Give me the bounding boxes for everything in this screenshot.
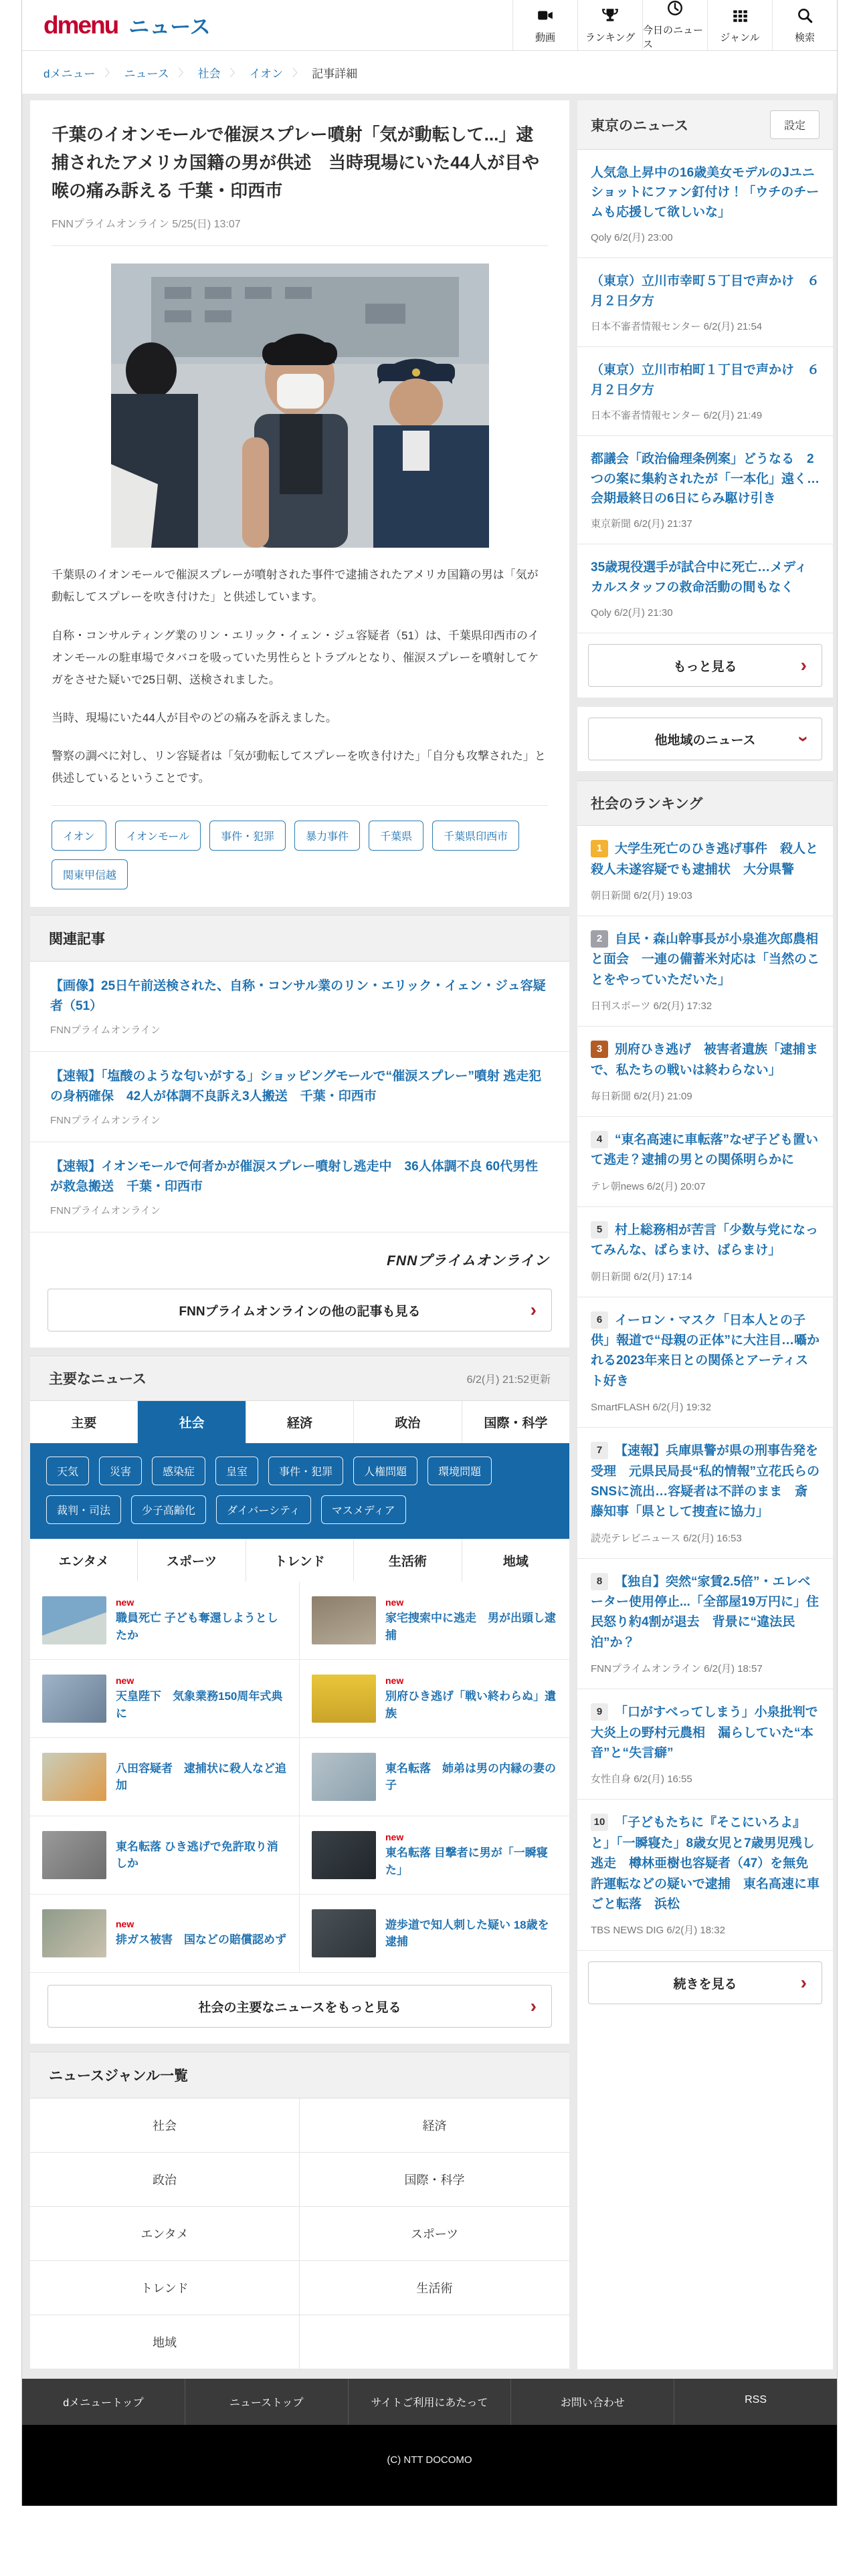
news-item[interactable] xyxy=(30,1816,300,1895)
header-nav xyxy=(512,0,837,50)
article-paragraph: 警察の調べに対し、リン容疑者は「気が動転してスプレーを吹き付けた」「自分も攻撃された」と供述しているということです。 xyxy=(52,750,546,785)
top-news-heading: 主要なニュース xyxy=(49,1372,147,1388)
genre-politics[interactable]: 政治 xyxy=(30,2153,300,2207)
ranking-title[interactable]: 村上総務相が苦言「少数与党になってみんな、ばらまけ、ばらまけ」 xyxy=(591,1222,819,1258)
nav-ranking[interactable] xyxy=(577,0,642,50)
nav-video[interactable] xyxy=(512,0,577,50)
chip-aging[interactable]: 少子高齢化 xyxy=(131,1495,206,1524)
genre-lifestyle[interactable]: 生活術 xyxy=(300,2261,569,2315)
genre-society[interactable]: 社会 xyxy=(30,2099,300,2153)
chip-human-rights[interactable]: 人権問題 xyxy=(353,1457,417,1485)
chip-weather[interactable]: 天気 xyxy=(46,1457,89,1485)
ranking-more-row xyxy=(577,1951,833,2015)
new-badge: new xyxy=(385,1675,404,1687)
news-title[interactable]: 天皇陛下 気象業務150周年式典に xyxy=(116,1690,283,1720)
ranking-title[interactable]: 自民・森山幹事長が小泉進次郎農相と面会 一連の備蓄米対応は「当然のことをやっていただいた」 xyxy=(591,932,820,987)
sidebar-news-source: Qoly xyxy=(591,607,611,619)
news-item[interactable] xyxy=(300,1660,569,1738)
chip-infection[interactable]: 感染症 xyxy=(152,1457,205,1485)
genre-international[interactable]: 国際・科学 xyxy=(300,2153,569,2207)
article-byline xyxy=(52,215,548,231)
ranking-more-button[interactable] xyxy=(588,1961,822,2004)
sidebar-news-title[interactable]: （東京）立川市幸町５丁目で声かけ ６月２日夕方 xyxy=(591,274,820,308)
sidebar-filler xyxy=(577,2015,833,2369)
tab-international[interactable]: 国際・科学 xyxy=(462,1401,569,1443)
ranking-item[interactable] xyxy=(577,1207,833,1297)
main-column xyxy=(30,100,569,2369)
sidebar-news-item[interactable] xyxy=(577,544,833,633)
nav-genre[interactable] xyxy=(707,0,772,50)
sidebar-news-title[interactable]: 人気急上昇中の16歳美女モデルのJユニショットにファン釘付け！「ウチのチームも応援して欲しいな」 xyxy=(591,166,820,219)
news-grid xyxy=(30,1582,569,1973)
tab-economy[interactable]: 経済 xyxy=(246,1401,354,1443)
article-paragraph: 自称・コンサルティング業のリン・エリック・イェン・ジュ容疑者（51）は、千葉県印西市のイオンモールの駐車場でタバコを吸っていた男性らとトラブルとなり、催涙スプレーを噴射してケガをさせた疑いで25日朝、送検されました。 xyxy=(52,629,539,686)
news-item[interactable] xyxy=(30,1582,300,1660)
page-container xyxy=(21,0,838,2506)
dmenu-logo[interactable]: dmenu xyxy=(43,11,118,39)
ranking-title[interactable]: イーロン・マスク「日本人との子供」報道で“母親の正体”に大注目…囁かれる2023年来日との関係とアーティスト好き xyxy=(591,1313,820,1388)
tab-politics[interactable]: 政治 xyxy=(354,1401,462,1443)
breadcrumb-separator: 〉 xyxy=(292,67,303,79)
nav-video-label: 動画 xyxy=(535,31,555,43)
fnn-logo: FNNプライムオンライン xyxy=(387,1253,549,1269)
footer-terms[interactable]: サイトご利用にあたって xyxy=(349,2379,512,2425)
breadcrumb-separator: 〉 xyxy=(104,67,115,79)
chevron-down-icon: › xyxy=(793,736,815,742)
tokyo-more-row xyxy=(577,633,833,697)
news-item[interactable] xyxy=(30,1660,300,1738)
ranking-source: 毎日新聞 xyxy=(591,1090,632,1102)
genre-empty-cell xyxy=(300,2315,569,2369)
chip-disaster[interactable]: 災害 xyxy=(99,1457,142,1485)
ranking-source: 読売テレビニュース xyxy=(591,1532,680,1544)
article-source: FNNプライムオンライン xyxy=(52,219,169,231)
news-thumbnail xyxy=(42,1675,106,1723)
sidebar-news-item[interactable] xyxy=(577,436,833,544)
ranking-source: FNNプライムオンライン xyxy=(591,1663,701,1675)
tokyo-more-button[interactable] xyxy=(588,644,822,687)
sidebar-news-title[interactable]: （東京）立川市柏町１丁目で声かけ ６月２日夕方 xyxy=(591,363,820,397)
ranking-time: 6/2(月) 19:32 xyxy=(652,1402,712,1414)
ranking-time: 6/2(月) 16:53 xyxy=(683,1532,742,1544)
top-news-tabs-2 xyxy=(30,1539,569,1582)
ranking-heading: 社会のランキング xyxy=(577,780,833,826)
sidebar-news-source: 日本不審者情報センター xyxy=(591,321,701,333)
genre-entertainment[interactable]: エンタメ xyxy=(30,2207,300,2261)
rank-badge: 10 xyxy=(591,1814,608,1831)
related-source: FNNプライムオンライン xyxy=(50,1205,161,1217)
ranking-source: 朝日新聞 xyxy=(591,890,632,902)
related-source: FNNプライムオンライン xyxy=(50,1025,161,1037)
ranking-card xyxy=(577,780,833,2015)
other-regions-label: 他地域のニュース xyxy=(654,733,756,748)
nav-ranking-label: ランキング xyxy=(585,31,636,43)
related-title[interactable]: 【速報】「塩酸のような匂いがする」ショッピングモールで“催涙スプレー”噴射 逃走犯の身柄確保 42人が体調不良訴え3人搬送 千葉・印西市 xyxy=(50,1069,542,1103)
related-title[interactable]: 【速報】イオンモールで何者かが催涙スプレー噴射し逃走中 36人体調不良 60代男性が救急搬送 千葉・印西市 xyxy=(50,1160,539,1194)
related-item[interactable] xyxy=(30,1052,569,1142)
tab-society[interactable]: 社会 xyxy=(138,1401,246,1443)
tag-aeon[interactable]: イオン xyxy=(52,821,106,851)
news-title[interactable]: 別府ひき逃げ「戦い終わらぬ」遺族 xyxy=(385,1690,556,1720)
rank-badge: 8 xyxy=(591,1573,608,1590)
breadcrumb-aeon[interactable]: イオン xyxy=(249,67,284,80)
tab-main[interactable]: 主要 xyxy=(30,1401,138,1443)
ranking-title[interactable]: 別府ひき逃げ 被害者遺族「逮捕まで、私たちの戦いは終わらない」 xyxy=(591,1043,819,1077)
trophy-icon xyxy=(601,7,619,27)
chip-justice[interactable]: 裁判・司法 xyxy=(46,1495,121,1524)
tag-kanto[interactable]: 関東甲信越 xyxy=(52,859,128,889)
sidebar-news-item[interactable] xyxy=(577,150,833,258)
article-body xyxy=(52,564,548,789)
tokyo-news-card xyxy=(577,100,833,697)
footer xyxy=(22,2379,837,2506)
rank-badge: 5 xyxy=(591,1221,608,1239)
sidebar-news-time: 6/2(月) 21:54 xyxy=(703,321,763,333)
related-item[interactable] xyxy=(30,962,569,1052)
news-title[interactable]: 東名転落 ひき逃げで免許取り消しか xyxy=(116,1840,278,1870)
ranking-title[interactable]: 「子どもたちに『そこにいろよ』と」「一瞬寝た」8歳女児と7歳男児残し逃走 樽林亜樹也容疑者（47）を無免許運転などの疑いで逮捕 東名高速に車ごと転落 浜松 xyxy=(591,1816,820,1911)
news-thumbnail xyxy=(312,1675,376,1723)
search-icon xyxy=(796,7,814,27)
new-badge: new xyxy=(116,1597,134,1608)
ranking-item[interactable] xyxy=(577,1559,833,1690)
rank-badge: 4 xyxy=(591,1131,608,1148)
news-thumbnail xyxy=(42,1909,106,1957)
ranking-time: 6/2(月) 18:32 xyxy=(666,1925,725,1937)
tokyo-news-head xyxy=(577,100,833,150)
genre-region[interactable]: 地域 xyxy=(30,2315,300,2369)
genre-heading: ニュースジャンル一覧 xyxy=(30,2052,569,2099)
ranking-time: 6/2(月) 18:57 xyxy=(704,1663,763,1675)
breadcrumb-news[interactable]: ニュース xyxy=(124,67,169,80)
related-more-label: FNNプライムオンラインの他の記事も見る xyxy=(179,1304,421,1319)
related-more-row xyxy=(30,1277,569,1348)
footer-contact[interactable]: お問い合わせ xyxy=(511,2379,674,2425)
news-thumbnail xyxy=(312,1831,376,1879)
new-badge: new xyxy=(385,1597,404,1608)
genre-grid xyxy=(30,2099,569,2369)
breadcrumb-current: 記事詳細 xyxy=(312,67,358,80)
related-more-button[interactable] xyxy=(47,1289,552,1331)
news-item[interactable] xyxy=(300,1738,569,1816)
tab-lifestyle[interactable]: 生活術 xyxy=(354,1539,462,1582)
copyright: (C) NTT DOCOMO xyxy=(22,2425,837,2506)
genre-trend[interactable]: トレンド xyxy=(30,2261,300,2315)
breadcrumb-separator: 〉 xyxy=(229,67,240,79)
top-news-head xyxy=(30,1356,569,1401)
chevron-right-icon: › xyxy=(800,655,807,676)
related-heading: 関連記事 xyxy=(30,915,569,962)
ranking-time: 6/2(月) 17:14 xyxy=(634,1271,692,1283)
site-header xyxy=(22,0,837,51)
tag-aeon-mall[interactable]: イオンモール xyxy=(115,821,201,851)
chip-media[interactable]: マスメディア xyxy=(321,1495,406,1524)
new-badge: new xyxy=(385,1832,404,1843)
clock-icon xyxy=(666,0,684,19)
news-title[interactable]: 遊歩道で知人刺した疑い 18歳を逮捕 xyxy=(385,1918,549,1949)
footer-links xyxy=(22,2379,837,2425)
article-photo xyxy=(111,263,489,548)
news-logo[interactable]: ニュース xyxy=(128,15,211,39)
ranking-source: TBS NEWS DIG xyxy=(591,1925,664,1937)
top-news-section xyxy=(30,1356,569,2044)
ranking-title[interactable]: 【速報】兵庫県警が県の刑事告発を受理 元県民局長“私的情報”立花氏らのSNSに流出…容疑者は不詳のまま 斎藤知事「県として捜査に協力」 xyxy=(591,1444,820,1519)
sidebar xyxy=(577,100,833,2369)
other-regions-button[interactable] xyxy=(588,718,822,760)
ranking-item[interactable] xyxy=(577,1428,833,1559)
ranking-item[interactable] xyxy=(577,1027,833,1117)
sidebar-news-time: 6/2(月) 21:49 xyxy=(703,410,763,422)
ranking-item[interactable] xyxy=(577,916,833,1027)
other-regions-row xyxy=(577,707,833,771)
news-thumbnail xyxy=(42,1753,106,1801)
chip-diversity[interactable]: ダイバーシティ xyxy=(216,1495,311,1524)
top-news-more-button[interactable] xyxy=(47,1985,552,2028)
article xyxy=(30,100,569,907)
settings-button[interactable]: 設定 xyxy=(770,110,820,139)
sidebar-news-source: Qoly xyxy=(591,232,611,244)
sidebar-news-source: 東京新聞 xyxy=(591,518,632,530)
sidebar-news-item[interactable] xyxy=(577,258,833,347)
video-icon xyxy=(537,7,554,27)
related-source: FNNプライムオンライン xyxy=(50,1115,161,1127)
rank-badge: 9 xyxy=(591,1703,608,1721)
news-title[interactable]: 八田容疑者 逮捕状に殺人など追加 xyxy=(116,1761,286,1792)
news-thumbnail xyxy=(312,1909,376,1957)
nav-today[interactable] xyxy=(642,0,707,50)
news-title[interactable]: 東名転落 目撃者に男が「一瞬寝た」 xyxy=(385,1846,548,1876)
sidebar-news-time: 6/2(月) 21:37 xyxy=(634,518,692,530)
ranking-source: テレ朝news xyxy=(591,1180,644,1192)
ranking-item[interactable] xyxy=(577,1689,833,1800)
breadcrumb-dmenu[interactable]: dメニュー xyxy=(43,67,96,80)
news-thumbnail xyxy=(42,1596,106,1644)
top-news-tabs xyxy=(30,1401,569,1443)
chevron-right-icon: › xyxy=(530,1299,537,1321)
provider-row xyxy=(30,1232,569,1277)
sidebar-news-time: 6/2(月) 23:00 xyxy=(614,232,673,244)
article-paragraph: 千葉県のイオンモールで催涙スプレーが噴射された事件で逮捕されたアメリカ国籍の男は「気が動転してスプレーを吹き付けた」と供述しています。 xyxy=(52,568,539,604)
nav-today-label: 今日のニュース xyxy=(643,25,704,50)
rank-badge: 2 xyxy=(591,930,608,948)
chip-crime[interactable]: 事件・犯罪 xyxy=(268,1457,343,1485)
article-date: 5/25(日) 13:07 xyxy=(172,219,241,231)
breadcrumb xyxy=(22,51,837,94)
ranking-source: 朝日新聞 xyxy=(591,1271,632,1283)
news-title[interactable]: 排ガス被害 国などの賠償認めず xyxy=(116,1933,286,1946)
top-news-more-label: 社会の主要なニュースをもっと見る xyxy=(198,2000,401,2015)
ranking-time: 6/2(月) 21:09 xyxy=(634,1090,692,1102)
news-item[interactable] xyxy=(300,1582,569,1660)
genre-section xyxy=(30,2052,569,2369)
related-section xyxy=(30,915,569,1348)
nav-search-label: 検索 xyxy=(794,31,815,43)
tokyo-news-heading: 東京のニュース xyxy=(591,118,688,134)
footer-dmenu-top[interactable]: dメニュートップ xyxy=(22,2379,185,2425)
ranking-item[interactable] xyxy=(577,826,833,916)
ranking-time: 6/2(月) 17:32 xyxy=(653,1000,712,1012)
breadcrumb-society[interactable]: 社会 xyxy=(197,67,221,80)
news-thumbnail xyxy=(312,1753,376,1801)
site-logo[interactable] xyxy=(22,0,211,50)
genre-sports[interactable]: スポーツ xyxy=(300,2207,569,2261)
ranking-title[interactable]: 大学生死亡のひき逃げ事件 殺人と殺人未遂容疑でも逮捕状 大分県警 xyxy=(591,842,819,877)
sidebar-news-source: 日本不審者情報センター xyxy=(591,410,701,422)
chevron-right-icon: › xyxy=(530,1996,537,2017)
new-badge: new xyxy=(116,1918,134,1929)
ranking-title[interactable]: “東名高速に車転落”なぜ子ども置いて逃走？逮捕の男との関係明らかに xyxy=(591,1132,819,1168)
top-news-updated: 6/2(月) 21:52更新 xyxy=(466,1374,551,1386)
tag-inzai[interactable]: 千葉県印西市 xyxy=(432,821,519,851)
genre-economy[interactable]: 経済 xyxy=(300,2099,569,2153)
ranking-time: 6/2(月) 16:55 xyxy=(634,1774,692,1786)
sidebar-news-title[interactable]: 35歳現役選手が試合中に死亡…メディカルスタッフの救命活動の間もなく xyxy=(591,560,807,595)
sidebar-news-title[interactable]: 都議会「政治倫理条例案」どうなる 2つの案に集約されたが「一本化」遠く…会期最終日の6日にらみ駆け引き xyxy=(591,452,820,506)
ranking-item[interactable] xyxy=(577,1297,833,1428)
ranking-more-label: 続きを見る xyxy=(673,1977,737,1992)
ranking-source: 女性自身 xyxy=(591,1774,632,1786)
tab-trend[interactable]: トレンド xyxy=(246,1539,354,1582)
ranking-item[interactable] xyxy=(577,1117,833,1207)
tab-region[interactable]: 地域 xyxy=(462,1539,569,1582)
related-item[interactable] xyxy=(30,1142,569,1232)
society-subtopics xyxy=(30,1443,569,1539)
breadcrumb-separator: 〉 xyxy=(178,67,189,79)
tag-crime[interactable]: 事件・犯罪 xyxy=(209,821,286,851)
rank-badge: 7 xyxy=(591,1442,608,1459)
new-badge: new xyxy=(116,1675,134,1687)
top-news-more-row xyxy=(30,1973,569,2044)
ranking-title[interactable]: 【独自】突然“家賃2.5倍”・エレベーター使用停止...「全部屋19万円に」住民怒り約4割が退去 背景に“違法民泊”か？ xyxy=(591,1574,819,1650)
content-columns xyxy=(22,94,837,2369)
article-photo-wrap xyxy=(52,263,548,548)
article-paragraph: 当時、現場にいた44人が目やのどの痛みを訴えました。 xyxy=(52,712,337,725)
nav-search[interactable] xyxy=(772,0,837,50)
ranking-source: 日刊スポーツ xyxy=(591,1000,651,1012)
ranking-time: 6/2(月) 19:03 xyxy=(634,890,692,902)
sidebar-news-time: 6/2(月) 21:30 xyxy=(614,607,673,619)
ranking-item[interactable] xyxy=(577,1800,833,1951)
chip-imperial[interactable]: 皇室 xyxy=(215,1457,258,1485)
tab-entertainment[interactable]: エンタメ xyxy=(30,1539,138,1582)
rank-badge: 6 xyxy=(591,1311,608,1329)
news-title[interactable]: 職員死亡 子ども奪還しようとしたか xyxy=(116,1612,278,1642)
news-item[interactable] xyxy=(30,1738,300,1816)
nav-genre-label: ジャンル xyxy=(720,31,760,43)
footer-rss[interactable]: RSS xyxy=(745,2394,767,2406)
grid-icon xyxy=(731,7,749,27)
news-item[interactable] xyxy=(300,1895,569,1973)
tag-chiba[interactable]: 千葉県 xyxy=(369,821,423,851)
news-title[interactable]: 家宅捜索中に逃走 男が出頭し逮捕 xyxy=(385,1612,556,1642)
tokyo-more-label: もっと見る xyxy=(673,659,737,674)
tag-violence[interactable]: 暴力事件 xyxy=(294,821,360,851)
news-thumbnail xyxy=(42,1831,106,1879)
sidebar-news-item[interactable] xyxy=(577,347,833,436)
chevron-right-icon: › xyxy=(800,1972,807,1994)
article-title: 千葉のイオンモールで催涙スプレー噴射「気が動転して...」逮捕されたアメリカ国籍の男が供述 当時現場にいた44人が目や喉の痛み訴える 千葉・印西市 xyxy=(52,124,540,201)
ranking-time: 6/2(月) 20:07 xyxy=(646,1180,706,1192)
rank-badge: 1 xyxy=(591,840,608,857)
article-tags xyxy=(52,821,548,889)
rank-badge: 3 xyxy=(591,1041,608,1058)
news-thumbnail xyxy=(312,1596,376,1644)
tab-sports[interactable]: スポーツ xyxy=(138,1539,246,1582)
news-title[interactable]: 東名転落 姉弟は男の内縁の妻の子 xyxy=(385,1761,556,1792)
ranking-title[interactable]: 「口がすべってしまう」小泉批判で大炎上の野村元農相 漏らしていた“本音”と“失言癖” xyxy=(591,1705,818,1761)
news-item[interactable] xyxy=(300,1816,569,1895)
related-title[interactable]: 【画像】25日午前送検された、自称・コンサル業のリン・エリック・イェン・ジュ容疑者（51） xyxy=(50,979,546,1013)
footer-news-top[interactable]: ニューストップ xyxy=(185,2379,349,2425)
news-item[interactable] xyxy=(30,1895,300,1973)
ranking-source: SmartFLASH xyxy=(591,1402,650,1414)
chip-environment[interactable]: 環境問題 xyxy=(427,1457,492,1485)
